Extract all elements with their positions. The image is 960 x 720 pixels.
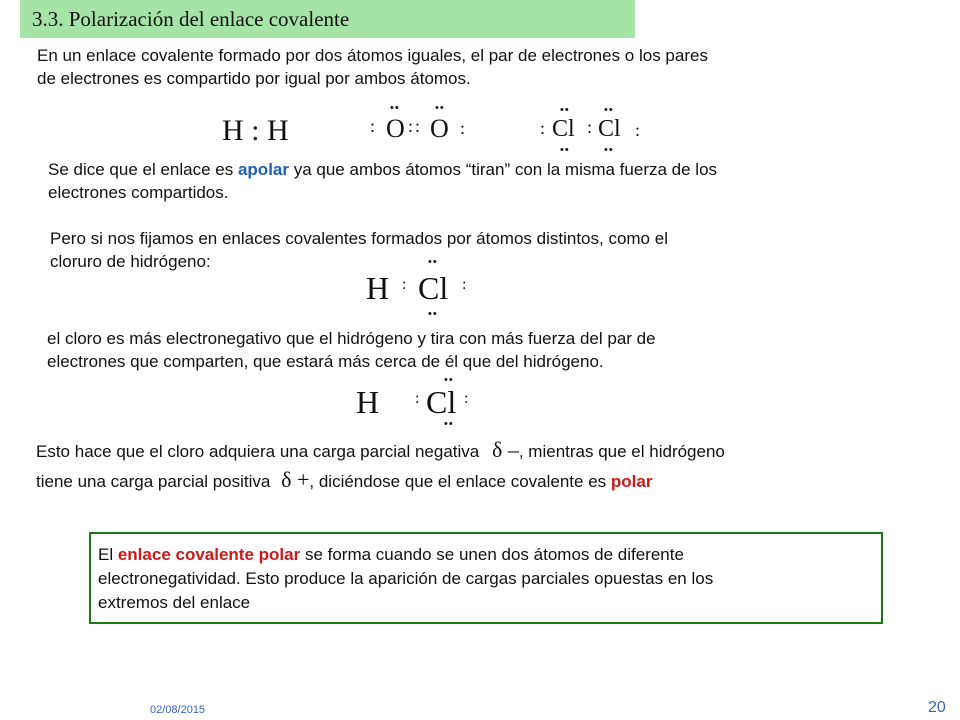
lone-pair-colon: : <box>460 118 466 138</box>
apolar-line-1 <box>48 158 717 181</box>
apolar-line-2: electrones compartidos. <box>48 183 229 202</box>
definition-text-after: se forma cuando se unen dos átomos de diferente <box>300 545 684 564</box>
intro-line-1: En un enlace covalente formado por dos átomos iguales, el par de electrones o los pares <box>37 46 708 65</box>
charge-text-after: , mientras que el hidrógeno <box>518 442 725 461</box>
atom-o-right: O <box>430 114 449 143</box>
lone-pair-dots: •• <box>604 104 614 116</box>
lone-pair-colon: : <box>540 118 546 138</box>
definition-line-3: extremos del enlace <box>98 593 251 612</box>
atom-cl-right: Cl <box>598 116 621 142</box>
charge-line-1 <box>36 438 725 463</box>
bond-colon: : <box>402 276 407 293</box>
definition-text-before: El <box>98 545 118 564</box>
electroneg-line-2: electrones que comparten, que estará más cerca de él que del hidrógeno. <box>47 352 604 371</box>
definition-line-2: electronegatividad. Esto produce la aparición de cargas parciales opuestas en los <box>98 569 714 588</box>
lone-pair-colon: : <box>370 116 376 136</box>
charge-text-line2-mid: , diciéndose que el enlace covalente es <box>309 472 611 491</box>
distinct-line-2: cloruro de hidrógeno: <box>50 252 211 271</box>
bond-colon: : <box>415 116 421 136</box>
delta-plus-symbol: δ + <box>281 467 310 492</box>
lone-pair-dots: •• <box>444 418 454 430</box>
apolar-text-before: Se dice que el enlace es <box>48 160 238 179</box>
apolar-text-after: ya que ambos átomos “tiran” con la misma fuerza de los <box>289 160 718 179</box>
distinct-line-1: Pero si nos fijamos en enlaces covalentes formados por átomos distintos, como el <box>50 229 668 248</box>
lone-pair-dots: •• <box>435 102 445 114</box>
atom-cl: Cl <box>418 270 449 306</box>
bond-colon: : <box>408 116 414 136</box>
atom-h: H <box>366 270 390 306</box>
charge-line-2 <box>36 468 652 493</box>
lone-pair-colon: : <box>464 390 469 407</box>
slide-title: 3.3. Polarización del enlace covalente <box>32 7 350 31</box>
intro-line-2: de electrones es compartido por igual por ambos átomos. <box>37 69 471 88</box>
bond-colon: : <box>587 117 593 137</box>
lone-pair-colon: : <box>462 276 467 293</box>
lone-pair-dots: •• <box>428 308 438 320</box>
footer-date: 02/08/2015 <box>150 704 206 716</box>
lone-pair-dots: •• <box>444 374 454 386</box>
lone-pair-dots: •• <box>604 144 614 156</box>
electroneg-line-1: el cloro es más electronegativo que el hidrógeno y tira con más fuerza del par de <box>47 329 656 348</box>
definition-line-1 <box>98 543 684 566</box>
atom-h: H <box>356 384 380 420</box>
bond-colon: : <box>415 390 420 407</box>
atom-o-left: O <box>386 114 405 143</box>
lone-pair-dots: •• <box>560 104 570 116</box>
polar-keyword: polar <box>610 472 653 491</box>
lone-pair-dots: •• <box>560 144 570 156</box>
charge-text-before: Esto hace que el cloro adquiera una carga parcial negativa <box>36 442 480 461</box>
page-number: 20 <box>928 699 946 716</box>
lone-pair-colon: : <box>635 120 641 140</box>
lone-pair-dots: •• <box>428 256 438 268</box>
formula-cl2 <box>538 106 653 156</box>
atom-cl-left: Cl <box>552 116 575 142</box>
formula-h2: H : H <box>222 114 289 147</box>
delta-minus-symbol: δ – <box>491 437 519 462</box>
formula-hcl-shared <box>366 256 476 318</box>
atom-cl: Cl <box>426 384 457 420</box>
lone-pair-dots: •• <box>390 102 400 114</box>
formula-o2 <box>368 104 478 154</box>
apolar-keyword: apolar <box>237 160 289 179</box>
formula-hcl-shifted <box>356 372 476 432</box>
charge-text-line2-before: tiene una carga parcial positiva <box>36 472 271 491</box>
definition-keyword: enlace covalente polar <box>117 545 301 564</box>
